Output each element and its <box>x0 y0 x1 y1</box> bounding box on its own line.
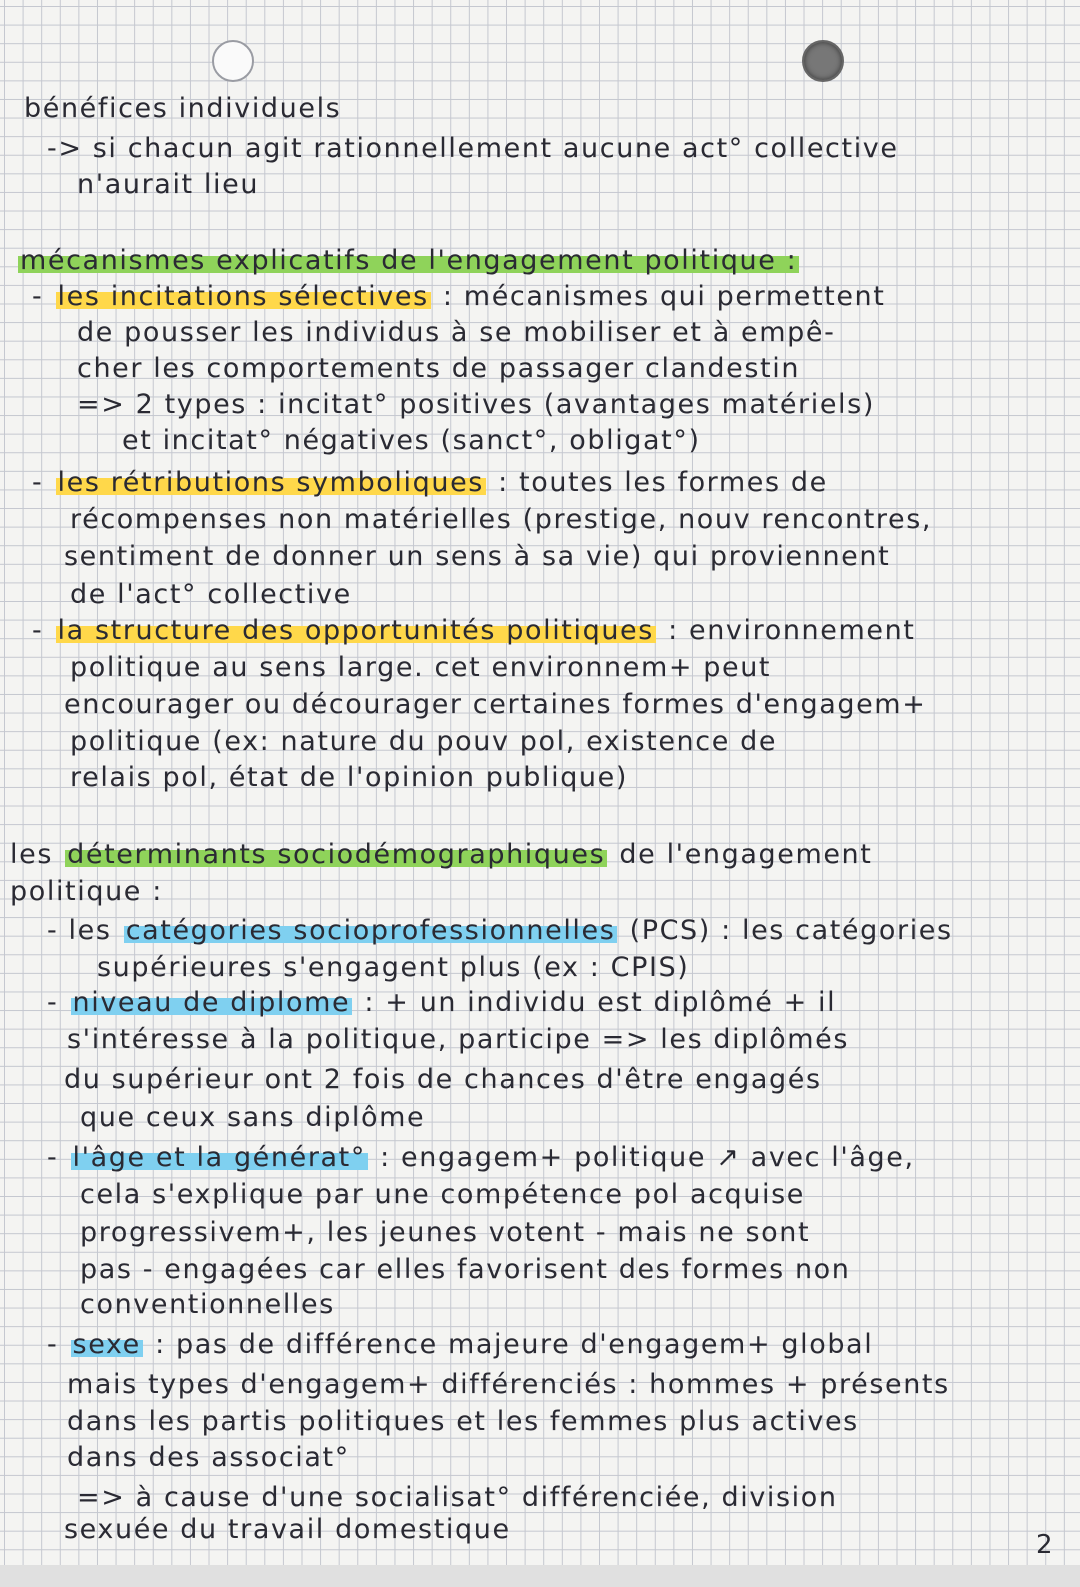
note-line <box>78 1216 812 1250</box>
note-text: - <box>32 467 54 498</box>
note-line <box>75 352 802 386</box>
note-line <box>78 1288 337 1322</box>
note-text: conventionnelles <box>80 1289 335 1320</box>
highlighted-term: déterminants sociodémographiques <box>67 839 606 870</box>
note-text: de l'engagement <box>609 839 873 870</box>
note-line <box>68 651 773 685</box>
note-line <box>68 725 779 759</box>
note-line <box>62 688 928 722</box>
note-line <box>68 503 934 537</box>
note-line <box>78 1178 807 1212</box>
note-line <box>120 424 703 458</box>
note-text: s'intéresse à la politique, participe => les diplômés <box>67 1024 850 1055</box>
note-text: dans des associat° <box>67 1442 350 1473</box>
note-line <box>78 1101 427 1135</box>
note-text: mais types d'engagem+ différenciés : hommes + présents <box>67 1369 950 1400</box>
punch-hole-right <box>802 40 844 82</box>
note-line <box>68 761 630 795</box>
note-line <box>8 875 165 909</box>
note-line <box>78 1253 853 1287</box>
page-edge <box>0 1565 1080 1587</box>
note-line <box>75 316 837 350</box>
note-text: que ceux sans diplôme <box>80 1102 426 1133</box>
highlighted-term: niveau de diplome <box>72 987 351 1018</box>
highlighted-term: la structure des opportunités politiques <box>57 615 654 646</box>
note-line <box>45 1141 917 1175</box>
note-text: récompenses non matérielles (prestige, nouv rencontres, <box>70 504 933 535</box>
note-text: encourager ou décourager certaines formes d'engagem+ <box>64 689 927 720</box>
note-text: -> si chacun agit rationnellement aucune act° collective <box>47 133 899 164</box>
note-line <box>30 280 887 314</box>
note-text: dans les partis politiques et les femmes plus actives <box>67 1406 859 1437</box>
highlighted-term: sexe <box>72 1329 141 1360</box>
highlighted-term: catégories socioprofessionnelles <box>125 915 616 946</box>
note-text: - <box>47 1329 69 1360</box>
note-text: - <box>32 281 54 312</box>
note-line <box>22 92 343 126</box>
note-text: sexuée du travail domestique <box>64 1514 511 1545</box>
note-text: du supérieur ont 2 fois de chances d'être engagés <box>64 1064 822 1095</box>
note-line <box>95 951 691 985</box>
note-line <box>8 838 874 872</box>
note-line <box>75 388 877 422</box>
note-text: et incitat° négatives (sanct°, obligat°) <box>122 425 701 456</box>
note-text: - <box>47 1142 69 1173</box>
note-text: : mécanismes qui permettent <box>432 281 886 312</box>
highlighted-term: l'âge et la générat° <box>72 1142 366 1173</box>
highlighted-term: les incitations sélectives <box>57 281 429 312</box>
note-line <box>68 578 354 612</box>
note-line <box>18 244 799 278</box>
note-line <box>65 1023 851 1057</box>
note-line <box>45 914 955 948</box>
highlighted-term: les rétributions symboliques <box>57 467 484 498</box>
note-text: : environnement <box>657 615 916 646</box>
note-line <box>62 1513 513 1547</box>
note-text: (PCS) : les catégories <box>619 915 953 946</box>
note-line <box>75 168 261 202</box>
note-text: de l'act° collective <box>70 579 352 610</box>
note-text: cher les comportements de passager clandestin <box>77 353 801 384</box>
note-line <box>65 1368 952 1402</box>
note-line <box>75 1481 840 1515</box>
note-line <box>65 1441 352 1475</box>
note-line <box>30 614 917 648</box>
page-number: 2 <box>1036 1530 1053 1560</box>
note-text: - les <box>47 915 122 946</box>
note-text: n'aurait lieu <box>77 169 260 200</box>
note-text: sentiment de donner un sens à sa vie) qui proviennent <box>64 541 891 572</box>
note-line <box>62 1063 824 1097</box>
note-text: pas - engagées car elles favorisent des formes non <box>80 1254 851 1285</box>
note-text: de pousser les individus à se mobiliser et à empê- <box>77 317 836 348</box>
note-line <box>45 1328 875 1362</box>
note-text: relais pol, état de l'opinion publique) <box>70 762 628 793</box>
note-text: cela s'explique par une compétence pol acquise <box>80 1179 805 1210</box>
punch-hole-left <box>212 40 254 82</box>
note-line <box>30 466 830 500</box>
note-text: => 2 types : incitat° positives (avantages matériels) <box>77 389 875 420</box>
note-text: politique : <box>10 876 163 907</box>
note-text: : engagem+ politique ↗ avec l'âge, <box>369 1142 915 1173</box>
note-text: bénéfices individuels <box>24 93 342 124</box>
note-text: - <box>32 615 54 646</box>
note-text: : pas de différence majeure d'engagem+ global <box>144 1329 874 1360</box>
note-line <box>45 132 901 166</box>
note-text: supérieures s'engagent plus (ex : CPIS) <box>97 952 690 983</box>
note-text: - <box>47 987 69 1018</box>
note-line <box>65 1405 861 1439</box>
note-text: politique (ex: nature du pouv pol, existence de <box>70 726 778 757</box>
note-text: politique au sens large. cet environnem+ peut <box>70 652 772 683</box>
note-line <box>45 986 838 1020</box>
note-line <box>62 540 892 574</box>
highlighted-term: mécanismes explicatifs de l'engagement politique : <box>20 245 798 276</box>
note-text: : toutes les formes de <box>487 467 828 498</box>
note-text: => à cause d'une socialisat° différenciée, division <box>77 1482 838 1513</box>
note-text: progressivem+, les jeunes votent - mais ne sont <box>80 1217 811 1248</box>
note-text: : + un individu est diplômé + il <box>354 987 837 1018</box>
note-text: les <box>10 839 64 870</box>
